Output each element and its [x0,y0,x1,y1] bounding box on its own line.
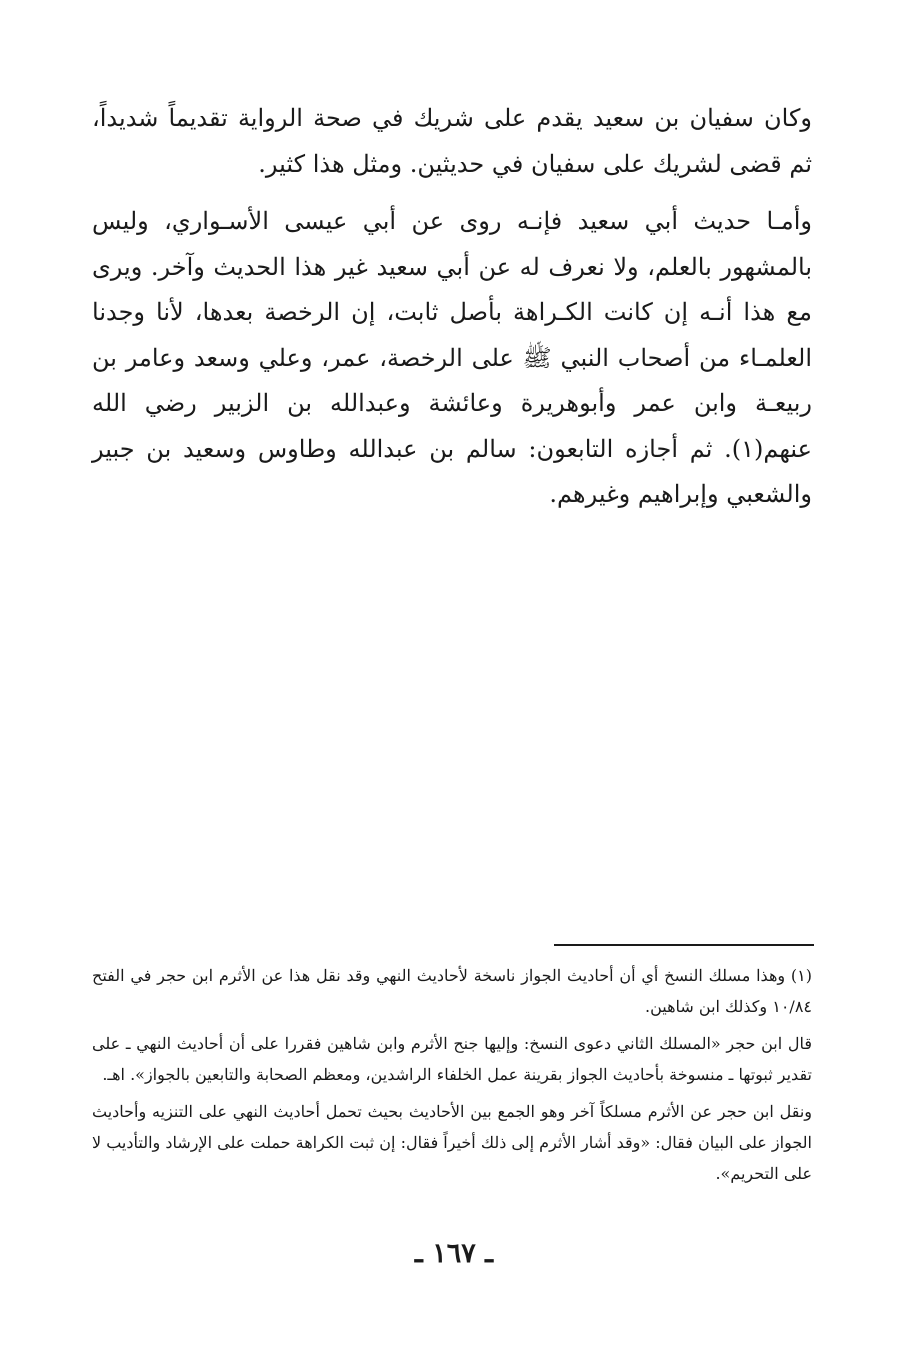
main-text [92,96,812,518]
footnote-3: ونقل ابن حجر عن الأثرم مسلكاً آخر وهو الجمع بين الأحاديث بحيث تحمل أحاديث النهي على التنزيه وأحاديث الجواز على البيان فقال: «وقد أشار الأثرم إلى ذلك أخيراً فقال: إن ثبت الكراهة حملت على الإرشاد والتأديب لا على التحريم». [92,1102,812,1183]
page-number: ـ ١٦٧ ـ [414,1238,494,1269]
footnote-divider [554,944,814,946]
footnote-2: قال ابن حجر «المسلك الثاني دعوى النسخ: وإليها جنح الأثرم وابن شاهين فقررا على أن أحاديث النهي ـ على تقدير ثبوتها ـ منسوخة بأحاديث الجواز بقرينة عمل الخلفاء الراشدين، ومعظم الصحابة والتابعين بالجواز». اهـ. [92,1034,812,1084]
main-paragraph-2: وأمـا حديث أبي سعيد فإنـه روى عن أبي عيسى الأسـواري، وليس بالمشهور بالعلم، ولا نعرف له عن أبي سعيد غير هذا الحديث وآخر. ويرى مع هذا أنـه إن كانت الكـراهة بأصل ثابت، إن الرخصة بعدها، لأنا وجدنا العلمـاء من أصحاب النبي ﷺ على الرخصة، عمر، وعلي وسعد وعامر بن ربيعـة وابن عمر وأبوهريرة وعائشة وعبدالله بن الزبير رضي الله عنهم(١). ثم أجازه التابعون: سالم بن عبدالله وطاوس وسعيد بن جبير والشعبي وإبراهيم وغيرهم. [92,207,812,508]
footnotes [92,960,812,1195]
main-paragraph-1: وكان سفيان بن سعيد يقدم على شريك في صحة الرواية تقديماً شديداً، ثم قضى لشريك على سفيان في حديثين. ومثل هذا كثير. [92,104,812,178]
footnote-1: (١) وهذا مسلك النسخ أي أن أحاديث الجواز ناسخة لأحاديث النهي وقد نقل هذا عن الأثرم ابن حجر في الفتح ١٠/٨٤ وكذلك ابن شاهين. [92,966,812,1016]
